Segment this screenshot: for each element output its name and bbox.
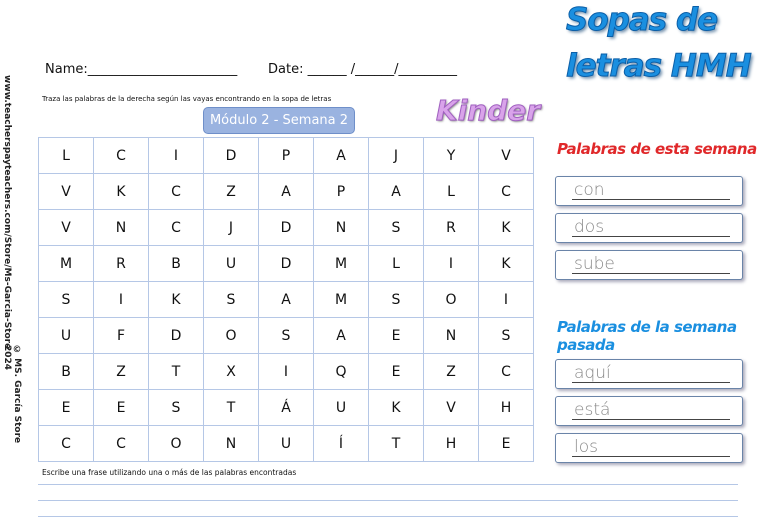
name-field[interactable]: Name:_______________________ [45,62,238,77]
grid-cell[interactable]: A [314,138,369,174]
copyright: © MS. García Store 2024 [2,345,22,444]
grid-cell[interactable]: J [204,210,259,246]
grid-cell[interactable]: V [479,138,534,174]
word-scroll[interactable] [555,250,743,280]
grid-cell[interactable]: O [424,282,479,318]
trace-word: los [572,438,730,457]
grid-cell[interactable]: S [479,318,534,354]
grid-cell[interactable]: L [39,138,94,174]
grid-cell[interactable]: M [314,246,369,282]
grid-row [39,390,534,426]
grid-cell[interactable]: C [39,426,94,462]
grid-cell[interactable]: U [39,318,94,354]
grid-row [39,282,534,318]
grid-cell[interactable]: S [149,390,204,426]
grid-cell[interactable]: H [424,426,479,462]
grid-cell[interactable]: Á [259,390,314,426]
grid-cell[interactable]: Z [424,354,479,390]
grid-row [39,426,534,462]
grid-cell[interactable]: L [424,174,479,210]
grid-cell[interactable]: C [479,174,534,210]
grid-cell[interactable]: L [369,246,424,282]
grid-cell[interactable]: S [369,210,424,246]
grid-cell[interactable]: V [424,390,479,426]
grid-cell[interactable]: K [479,210,534,246]
grid-cell[interactable]: A [314,318,369,354]
grid-cell[interactable]: A [259,174,314,210]
grid-cell[interactable]: I [424,246,479,282]
grid-row [39,318,534,354]
grid-cell[interactable]: Y [424,138,479,174]
grid-row [39,138,534,174]
grid-cell[interactable]: N [204,426,259,462]
word-scroll[interactable] [555,396,743,426]
grid-cell[interactable]: O [204,318,259,354]
grid-cell[interactable]: C [149,174,204,210]
grid-cell[interactable]: T [149,354,204,390]
grid-cell[interactable]: K [369,390,424,426]
side-credits [2,75,22,465]
module-badge: Módulo 2 - Semana 2 [203,107,355,134]
grid-cell[interactable]: A [259,282,314,318]
trace-word: con [572,181,730,200]
grid-cell[interactable]: S [204,282,259,318]
level-label: Kinder [436,94,541,127]
grid-cell[interactable]: D [204,138,259,174]
title-line-2: letras HMH [566,48,751,84]
grid-row [39,246,534,282]
grid-cell[interactable]: E [369,318,424,354]
grid-cell[interactable]: U [314,390,369,426]
grid-cell[interactable]: O [149,426,204,462]
grid-cell[interactable]: I [94,282,149,318]
word-scroll[interactable] [555,359,743,389]
date-field[interactable]: Date: ______ /______/_________ [268,62,457,77]
grid-cell[interactable]: U [259,426,314,462]
grid-cell[interactable]: S [39,282,94,318]
writing-line[interactable] [38,516,738,517]
grid-cell[interactable]: C [94,426,149,462]
grid-cell[interactable]: V [39,174,94,210]
word-search-grid [38,137,534,462]
grid-row [39,174,534,210]
grid-cell[interactable]: R [424,210,479,246]
grid-cell[interactable]: V [39,210,94,246]
grid-cell[interactable]: B [149,246,204,282]
grid-cell[interactable]: D [259,246,314,282]
writing-line[interactable] [38,484,738,485]
trace-word: dos [572,218,730,237]
grid-cell[interactable]: Q [314,354,369,390]
grid-cell[interactable]: Z [204,174,259,210]
grid-cell[interactable]: A [369,174,424,210]
this-week-heading: Palabras de esta semana [557,140,757,158]
grid-cell[interactable]: K [479,246,534,282]
grid-row [39,354,534,390]
grid-cell[interactable]: T [204,390,259,426]
grid-row [39,210,534,246]
trace-word: está [572,401,730,420]
grid-cell[interactable]: P [314,174,369,210]
instructions: Traza las palabras de la derecha según las vayas encontrando en la sopa de letras [42,95,332,103]
title-line-1: Sopas de [566,2,718,38]
trace-word: aquí [572,364,730,383]
grid-cell[interactable]: D [259,210,314,246]
grid-cell[interactable]: T [369,426,424,462]
grid-cell[interactable]: P [259,138,314,174]
grid-cell[interactable]: C [94,138,149,174]
grid-cell[interactable]: N [314,210,369,246]
grid-cell[interactable]: I [259,354,314,390]
grid-cell[interactable]: B [39,354,94,390]
grid-cell[interactable]: I [149,138,204,174]
grid-cell[interactable]: N [94,210,149,246]
grid-cell[interactable]: S [259,318,314,354]
writing-line[interactable] [38,500,738,501]
grid-cell[interactable]: I [479,282,534,318]
grid-cell[interactable]: H [479,390,534,426]
grid-cell[interactable]: Í [314,426,369,462]
grid-cell[interactable]: R [94,246,149,282]
grid-cell[interactable]: J [369,138,424,174]
grid-cell[interactable]: D [149,318,204,354]
grid-cell[interactable]: K [149,282,204,318]
grid-cell[interactable]: S [369,282,424,318]
sentence-prompt: Escribe una frase utilizando una o más de las palabras encontradas [42,468,297,477]
grid-cell[interactable]: E [39,390,94,426]
word-scroll[interactable] [555,433,743,463]
grid-cell[interactable]: C [149,210,204,246]
grid-cell[interactable]: N [424,318,479,354]
grid-cell[interactable]: E [479,426,534,462]
grid-cell[interactable]: E [94,390,149,426]
grid-cell[interactable]: M [39,246,94,282]
trace-word: sube [572,255,730,274]
grid-cell[interactable]: U [204,246,259,282]
grid-cell[interactable]: X [204,354,259,390]
last-week-heading: Palabras de la semana pasada [557,318,737,354]
store-url: www.teacherspayteachers.com/Store/Ms-Garcia-Store [2,75,12,350]
word-scroll[interactable] [555,213,743,243]
grid-cell[interactable]: E [369,354,424,390]
word-scroll[interactable] [555,176,743,206]
grid-cell[interactable]: K [94,174,149,210]
grid-cell[interactable]: F [94,318,149,354]
grid-cell[interactable]: M [314,282,369,318]
grid-cell[interactable]: Z [94,354,149,390]
grid-cell[interactable]: C [479,354,534,390]
